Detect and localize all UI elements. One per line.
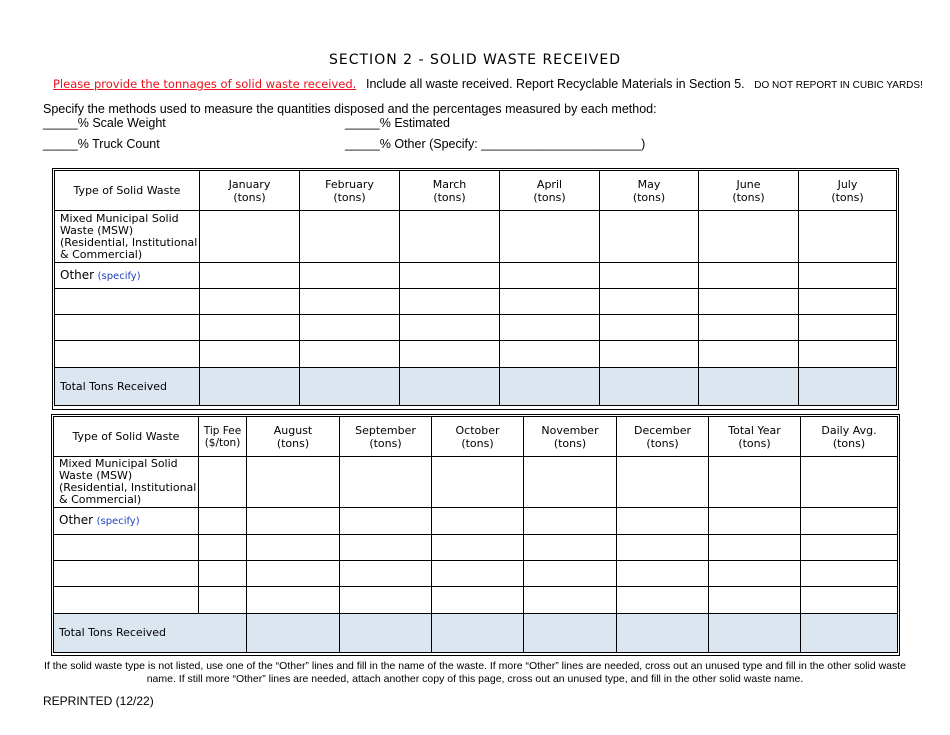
table-row (55, 211, 897, 263)
entry-cell[interactable] (799, 263, 897, 289)
methods-prompt: Specify the methods used to measure the quantities disposed and the percentages measured by each method: (43, 102, 657, 116)
entry-cell[interactable] (432, 535, 524, 561)
entry-cell[interactable] (524, 535, 617, 561)
instructions (53, 77, 923, 91)
method-truck-count[interactable]: _____% Truck Count (43, 137, 160, 151)
entry-cell[interactable] (432, 561, 524, 587)
entry-cell[interactable] (200, 289, 300, 315)
total-cell[interactable] (432, 614, 524, 653)
msw-label: Mixed Municipal Solid Waste (MSW) (Residential, Institutional & Commercial) (55, 211, 200, 263)
tip-fee-header: Tip Fee ($/ton) (199, 417, 247, 457)
entry-cell[interactable] (799, 341, 897, 368)
total-cell[interactable] (500, 368, 600, 406)
entry-cell[interactable] (400, 315, 500, 341)
entry-cell[interactable] (524, 561, 617, 587)
entry-cell[interactable] (300, 263, 400, 289)
reprinted-date: REPRINTED (12/22) (43, 694, 154, 708)
entry-cell[interactable] (801, 561, 898, 587)
entry-cell[interactable] (709, 561, 801, 587)
entry-cell[interactable] (699, 315, 799, 341)
total-cell[interactable] (300, 368, 400, 406)
total-label: Total Tons Received (54, 614, 247, 653)
entry-cell[interactable] (400, 341, 500, 368)
total-cell[interactable] (799, 368, 897, 406)
entry-cell[interactable] (500, 263, 600, 289)
entry-cell[interactable] (432, 508, 524, 535)
table-row (54, 508, 898, 535)
type-header: Type of Solid Waste (55, 171, 200, 211)
entry-cell[interactable] (55, 315, 200, 341)
section-title: SECTION 2 - SOLID WASTE RECEIVED (329, 52, 621, 68)
entry-cell[interactable] (799, 289, 897, 315)
entry-cell[interactable] (699, 211, 799, 263)
total-cell[interactable] (247, 614, 340, 653)
entry-cell[interactable] (709, 457, 801, 508)
entry-cell[interactable] (801, 587, 898, 614)
entry-cell[interactable] (400, 289, 500, 315)
table-jan-jul (54, 170, 897, 406)
table2-header-row (54, 417, 898, 457)
entry-cell[interactable] (600, 289, 699, 315)
total-row (55, 368, 897, 406)
entry-cell[interactable] (54, 561, 199, 587)
total-label: Total Tons Received (55, 368, 200, 406)
total-cell[interactable] (699, 368, 799, 406)
entry-cell[interactable] (340, 457, 432, 508)
method-scale-weight[interactable]: _____% Scale Weight (43, 116, 166, 130)
method-other[interactable]: _____% Other (Specify: _______________________) (345, 137, 646, 151)
entry-cell[interactable] (247, 535, 340, 561)
table-row (54, 457, 898, 508)
table-row (54, 535, 898, 561)
total-cell[interactable] (200, 368, 300, 406)
entry-cell[interactable] (617, 508, 709, 535)
total-row (54, 614, 898, 653)
table-row (55, 263, 897, 289)
table-row (55, 315, 897, 341)
month-header: November (tons) (524, 417, 617, 457)
total-cell[interactable] (801, 614, 898, 653)
entry-cell[interactable] (709, 508, 801, 535)
total-year-header: Total Year (tons) (709, 417, 801, 457)
type-header: Type of Solid Waste (54, 417, 199, 457)
entry-cell[interactable] (199, 561, 247, 587)
entry-cell[interactable] (432, 587, 524, 614)
entry-cell[interactable] (801, 535, 898, 561)
table-aug-dec (53, 416, 898, 653)
entry-cell[interactable] (617, 587, 709, 614)
total-cell[interactable] (617, 614, 709, 653)
entry-cell[interactable] (400, 211, 500, 263)
entry-cell[interactable] (200, 211, 300, 263)
entry-cell[interactable] (300, 315, 400, 341)
entry-cell[interactable] (699, 341, 799, 368)
entry-cell[interactable] (340, 561, 432, 587)
entry-cell[interactable] (55, 341, 200, 368)
month-header: February (tons) (300, 171, 400, 211)
entry-cell[interactable] (500, 289, 600, 315)
entry-cell[interactable] (340, 508, 432, 535)
entry-cell[interactable] (799, 211, 897, 263)
total-cell[interactable] (524, 614, 617, 653)
instruction-warning: DO NOT REPORT IN CUBIC YARDS! (754, 80, 923, 91)
entry-cell[interactable] (524, 587, 617, 614)
entry-cell[interactable] (799, 315, 897, 341)
footnote: If the solid waste type is not listed, use one of the “Other” lines and fill in the name of the waste. If more “Other” lines are needed, cross out an unused type and fill in the other solid waste name. If still more “Other” lines are needed, attach another copy of this page, cross out an unused type, and fill in the other solid waste name. (43, 660, 907, 685)
entry-cell[interactable] (247, 508, 340, 535)
table-row (55, 289, 897, 315)
entry-cell[interactable] (600, 341, 699, 368)
entry-cell[interactable] (500, 211, 600, 263)
entry-cell[interactable] (200, 315, 300, 341)
entry-cell[interactable] (801, 508, 898, 535)
entry-cell[interactable] (600, 315, 699, 341)
entry-cell[interactable] (500, 315, 600, 341)
entry-cell[interactable] (709, 535, 801, 561)
entry-cell[interactable] (600, 211, 699, 263)
entry-cell[interactable] (247, 561, 340, 587)
entry-cell[interactable] (709, 587, 801, 614)
method-estimated[interactable]: _____% Estimated (345, 116, 450, 130)
total-cell[interactable] (400, 368, 500, 406)
month-header: October (tons) (432, 417, 524, 457)
table-row (54, 561, 898, 587)
entry-cell[interactable] (699, 289, 799, 315)
table-row (55, 341, 897, 368)
month-header: December (tons) (617, 417, 709, 457)
daily-avg-header: Daily Avg. (tons) (801, 417, 898, 457)
month-header: January (tons) (200, 171, 300, 211)
total-cell[interactable] (600, 368, 699, 406)
entry-cell[interactable] (400, 263, 500, 289)
entry-cell[interactable] (600, 263, 699, 289)
entry-cell[interactable] (54, 587, 199, 614)
other-label[interactable]: Other (specify) (54, 508, 199, 535)
entry-cell[interactable] (500, 341, 600, 368)
entry-cell[interactable] (55, 289, 200, 315)
entry-cell[interactable] (200, 341, 300, 368)
entry-cell[interactable] (300, 211, 400, 263)
table-row (54, 587, 898, 614)
entry-cell[interactable] (524, 457, 617, 508)
entry-cell[interactable] (699, 263, 799, 289)
entry-cell[interactable] (199, 457, 247, 508)
entry-cell[interactable] (617, 561, 709, 587)
entry-cell[interactable] (300, 289, 400, 315)
entry-cell[interactable] (247, 457, 340, 508)
msw-label: Mixed Municipal Solid Waste (MSW) (Residential, Institutional & Commercial) (54, 457, 199, 508)
instruction-normal: Include all waste received. Report Recyclable Materials in Section 5. (365, 77, 745, 91)
entry-cell[interactable] (340, 535, 432, 561)
entry-cell[interactable] (54, 535, 199, 561)
month-header: May (tons) (600, 171, 699, 211)
table1-header-row (55, 171, 897, 211)
total-cell[interactable] (709, 614, 801, 653)
entry-cell[interactable] (340, 587, 432, 614)
entry-cell[interactable] (432, 457, 524, 508)
entry-cell[interactable] (199, 535, 247, 561)
month-header: September (tons) (340, 417, 432, 457)
entry-cell[interactable] (300, 341, 400, 368)
month-header: March (tons) (400, 171, 500, 211)
month-header: July (tons) (799, 171, 897, 211)
month-header: August (tons) (247, 417, 340, 457)
entry-cell[interactable] (801, 457, 898, 508)
month-header: April (tons) (500, 171, 600, 211)
entry-cell[interactable] (524, 508, 617, 535)
entry-cell[interactable] (617, 457, 709, 508)
total-cell[interactable] (340, 614, 432, 653)
month-header: June (tons) (699, 171, 799, 211)
entry-cell[interactable] (200, 263, 300, 289)
entry-cell[interactable] (247, 587, 340, 614)
entry-cell[interactable] (617, 535, 709, 561)
other-label[interactable]: Other (specify) (55, 263, 200, 289)
entry-cell[interactable] (199, 587, 247, 614)
entry-cell[interactable] (199, 508, 247, 535)
instruction-red: Please provide the tonnages of solid waste received. (53, 77, 357, 91)
